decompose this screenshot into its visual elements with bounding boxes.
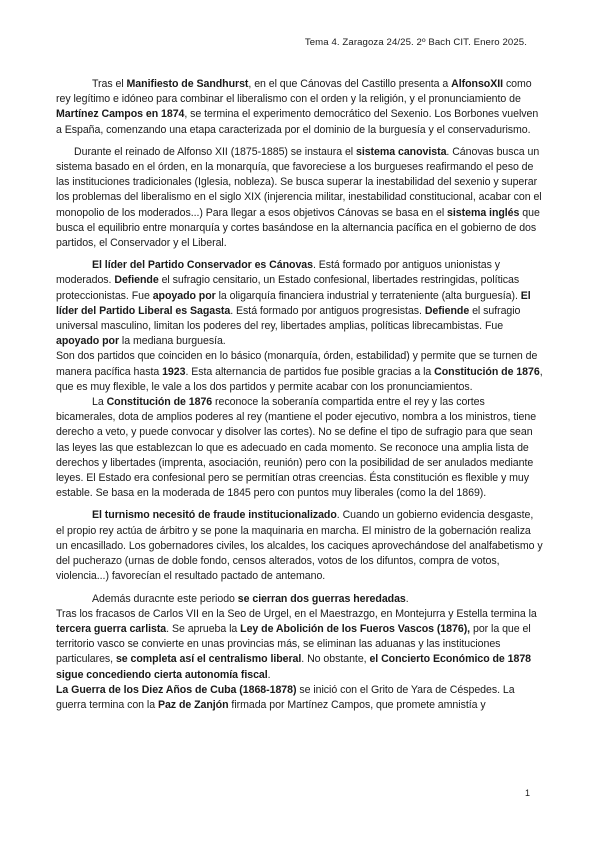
bold-text: La Guerra de los Diez Años de Cuba (1868-1878): [56, 683, 297, 696]
bold-text: Defiende: [114, 274, 159, 287]
bold-text: apoyado por: [56, 335, 120, 348]
paragraph-canovista: [56, 145, 544, 251]
text: . Cuando un gobierno evidencia desgaste, el propio rey actúa de árbitro y se pone la maquinaria en marcha. El ministro de la gobernación realiza un encasillado. Los gobernadores civiles, los alcaldes, los caciques aprovechándose del analfabetismo y del pucherazo (urnas de doble fondo, censos alterados, votos de los difuntos, compra de votos, violencia...) favorecían el resultado pactado de antemano.: [56, 509, 543, 583]
text: . Está formado por antiguos unionistas y moderados.: [56, 259, 501, 287]
text: el sufragio censitario, un Estado confesional, libertades restringidas, políticas proteccionistas. Fue: [56, 274, 520, 302]
bold-text: Paz de Zanjón: [157, 698, 229, 711]
text: reconoce la soberanía compartida entre el rey y las cortes bicamerales, dota de amplios poderes al rey (mantiene el poder ejecutivo, nombra a los ministros, tiene derecho a veto, y puede convocar y disolver las cortes). No se define el tipo de sufragio para que sean las leyes las que establezcan lo que es adecuado en cada momento. Se reconoce una amplia lista de derechos y libertades (imprenta, asociación, reunión) pero con la posibilidad de ser anulados mediante leyes. El Estado era confesional pero se permitían otras creencias. Ésta constitución es flexible y muy estable. Se basa en la moderada de 1845 pero con puntos muy liberales (como la del 1869).: [56, 396, 537, 500]
text: por la que el territorio vasco se convierte en unas provincias más, se eliminan las aduanas y las instituciones particulares,: [56, 622, 531, 666]
paragraph-guerras: [56, 592, 544, 607]
paragraph-fraude: [56, 508, 544, 584]
bold-text: se cierran dos guerras heredadas: [237, 592, 406, 605]
text: , que es muy flexible, le vale a los dos partidos y permite acabar con los pronunciamientos.: [56, 365, 543, 393]
text: el sufragio universal masculino, limitan los poderes del rey, libertades amplias, políticas librecambistas. Fue: [56, 304, 521, 333]
page-number: 1: [524, 788, 530, 798]
text: .: [267, 668, 271, 681]
text: la mediana burguesía.: [119, 335, 226, 348]
text: , en el que Cánovas del Castillo presenta a: [248, 78, 452, 90]
bold-text: Manifiesto de Sandhurst: [126, 78, 249, 90]
text: . Cánovas busca un sistema basado en el órden, en la monarquía, que favoreciese a los burgueses reafirmando el peso de las instituciones tradicionales (Iglesia, nobleza). Se busca superar la inestabilidad del sexenio y superar los problemas del liberalismo en el siglo XIX (injerencia militar, inestabilidad constitucional, acabar con el monopolio de los moderados...) Para llegar a esos objetivos Cánovas se basa en el: [56, 145, 542, 219]
text: como rey legítimo e idóneo para combinar el liberalismo con el orden y la religión, y el pronunciamiento de: [56, 78, 532, 106]
paragraph-cuba: [56, 683, 544, 713]
text: que busca el equilibrio entre monarquía y cortes basándose en la alternancia pacífica en el gobierno de dos partidos, el Conservador y el Liberal.: [56, 206, 540, 250]
bold-text: Constitución de 1876: [434, 365, 540, 378]
text: la oligarquía financiera industrial y terrateniente (alta burguesía).: [215, 289, 521, 302]
text: . No obstante,: [301, 653, 370, 666]
text: se inició con el Grito de Yara de Céspedes. La guerra termina con la: [56, 683, 515, 711]
text: . Está formado por antiguos progresistas.: [230, 304, 425, 317]
bold-text: Martínez Campos en 1874: [56, 108, 185, 121]
bold-text: Constitución de 1876: [106, 396, 213, 409]
bold-text: Ley de Abolición de los Fueros Vascos (1876),: [240, 622, 471, 635]
text: Tras el: [92, 78, 127, 90]
bold-text: sistema canovista: [355, 145, 447, 158]
bold-text: El líder del Partido Conservador es Cánovas: [92, 259, 313, 272]
text: , se termina el experimento democrático del Sexenio. Los Borbones vuelven a España, comenzando una etapa caracterizada por el dominio de la burguesía y el conservadurismo.: [56, 108, 539, 136]
paragraph-partidos: [56, 258, 544, 349]
bold-text: el Concierto Económico de 1878 sigue concediendo cierta autonomía fiscal: [56, 653, 532, 681]
text: . Esta alternancia de partidos fue posible gracias a la: [185, 365, 435, 378]
bold-text: 1923: [162, 365, 186, 378]
bold-text: AlfonsoXII: [451, 78, 504, 90]
text: firmada por Martínez Campos, que promete amnistía y: [228, 698, 486, 711]
bold-text: sistema inglés: [447, 206, 520, 219]
text: Durante el reinado de Alfonso XII (1875-1885) se instaura el: [74, 145, 356, 158]
bold-text: apoyado por: [152, 289, 216, 302]
page-header: Tema 4. Zaragoza 24/25. 2º Bach CIT. Enero 2025.: [304, 37, 527, 48]
paragraph-sandhurst: [56, 77, 544, 138]
paragraph-constitucion: [56, 395, 544, 501]
paragraph-turno: [56, 349, 544, 395]
text: La: [92, 396, 107, 409]
document-body: [56, 77, 544, 713]
bold-text: Defiende: [424, 304, 470, 317]
paragraph-carlista: [56, 607, 544, 683]
text: . Se aprueba la: [166, 622, 241, 635]
bold-text: El turnismo necesitó de fraude institucionalizado: [92, 509, 337, 522]
bold-text: El líder del Partido Liberal es Sagasta: [56, 289, 531, 317]
bold-text: tercera guerra carlista: [56, 622, 167, 635]
text: .: [405, 592, 409, 605]
bold-text: se completa así el centralismo liberal: [115, 653, 302, 666]
text: Son dos partidos que coinciden en lo básico (monarquía, órden, estabilidad) y permite que se turnen de manera pacífica hasta: [56, 350, 538, 378]
text: Tras los fracasos de Carlos VII en la Seo de Urgel, en el Maestrazgo, en Montejurra y Estella termina la: [56, 607, 537, 620]
text: Además duracnte este periodo: [92, 592, 238, 605]
